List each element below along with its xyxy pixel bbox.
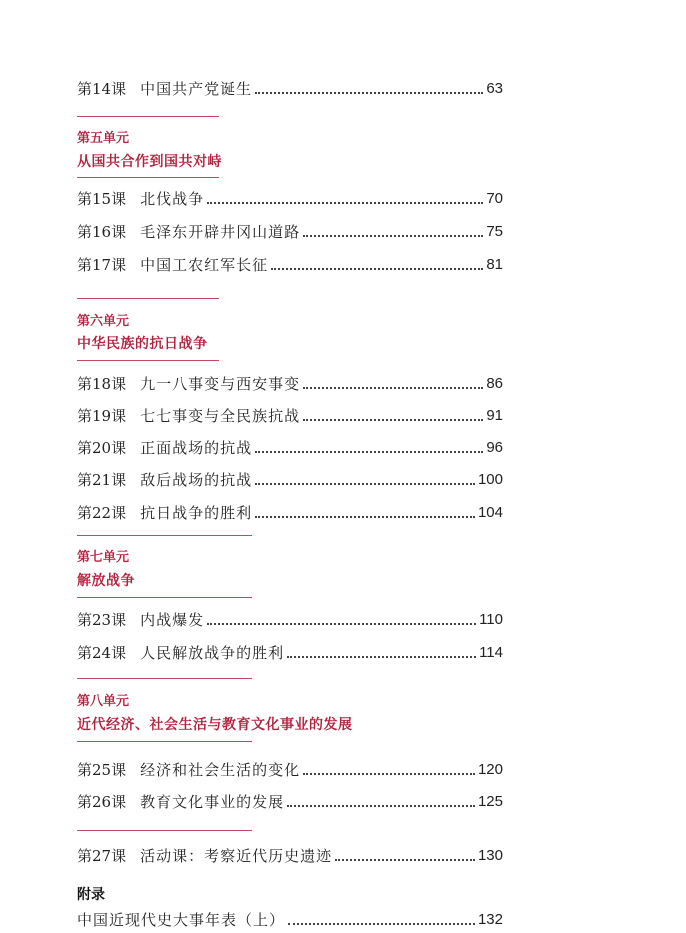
page-number: 132 (477, 910, 503, 928)
toc-entry-lesson-26[interactable] (77, 788, 503, 814)
toc-entry-lesson-25[interactable] (77, 756, 503, 782)
toc-entry-lesson-16[interactable] (77, 218, 503, 244)
toc-entry-lesson-20[interactable] (77, 434, 503, 460)
dot-leader (271, 268, 483, 270)
unit-label: 第七单元 (77, 550, 130, 565)
lesson-number: 第18课 (77, 374, 127, 393)
toc-entry-lesson-22[interactable] (77, 499, 503, 525)
toc-entry-appendix[interactable] (77, 906, 503, 932)
dot-leader (207, 202, 483, 204)
toc-entry-lesson-17[interactable] (77, 251, 503, 277)
lesson-number: 第22课 (77, 503, 127, 522)
unit-divider (77, 741, 252, 742)
lesson-number: 第26课 (77, 792, 127, 811)
lesson-number: 第24课 (77, 643, 127, 662)
toc-entry-lesson-23[interactable] (77, 606, 503, 632)
toc-entry-lesson-15[interactable] (77, 185, 503, 211)
unit-label: 第五单元 (77, 131, 130, 146)
page-number: 75 (486, 222, 503, 240)
lesson-title: 中国工农红军长征 (140, 255, 269, 274)
lesson-number: 第16课 (77, 222, 127, 241)
lesson-number: 第21课 (77, 470, 127, 489)
page-number: 63 (486, 79, 503, 97)
page-number: 130 (477, 846, 503, 864)
unit-divider (77, 360, 219, 361)
lesson-number: 第14课 (77, 79, 127, 98)
unit-divider (77, 177, 219, 178)
page-number: 104 (477, 503, 503, 521)
lesson-number: 第27课 (77, 846, 127, 865)
unit-divider (77, 678, 252, 679)
unit-divider (77, 116, 219, 117)
lesson-title: 抗日战争的胜利 (140, 503, 253, 522)
lesson-title: 经济和社会生活的变化 (140, 760, 301, 779)
dot-leader (255, 483, 475, 485)
unit-divider (77, 597, 252, 598)
lesson-number: 第20课 (77, 438, 127, 457)
lesson-number: 第17课 (77, 255, 127, 274)
dot-leader (255, 516, 475, 518)
page-number: 110 (479, 610, 503, 628)
toc-entry-lesson-21[interactable] (77, 466, 503, 492)
page-number: 86 (486, 374, 503, 392)
toc-entry-lesson-19[interactable] (77, 402, 503, 428)
unit-label: 第八单元 (77, 694, 130, 709)
unit-title: 中华民族的抗日战争 (77, 336, 208, 352)
page-number: 100 (477, 470, 503, 488)
toc-entry-lesson-14[interactable] (77, 75, 503, 101)
dot-leader (303, 387, 483, 389)
dot-leader (255, 451, 483, 453)
lesson-number: 第25课 (77, 760, 127, 779)
unit-divider (77, 298, 219, 299)
unit-divider (77, 830, 252, 831)
dot-leader (288, 923, 475, 925)
page-number: 91 (486, 406, 503, 424)
lesson-title: 敌后战场的抗战 (140, 470, 253, 489)
dot-leader (335, 859, 475, 861)
lesson-number: 第23课 (77, 610, 127, 629)
lesson-title: 毛泽东开辟井冈山道路 (140, 222, 301, 241)
toc-entry-lesson-27[interactable] (77, 842, 503, 868)
unit-title: 解放战争 (77, 573, 135, 589)
dot-leader (303, 419, 483, 421)
dot-leader (287, 656, 476, 658)
page-number: 70 (486, 189, 503, 207)
unit-title: 近代经济、社会生活与教育文化事业的发展 (77, 717, 353, 733)
dot-leader (207, 623, 476, 625)
dot-leader (287, 805, 475, 807)
lesson-title: 内战爆发 (140, 610, 205, 629)
dot-leader (255, 92, 483, 94)
lesson-title: 北伐战争 (140, 189, 205, 208)
lesson-number: 第15课 (77, 189, 127, 208)
page-number: 81 (486, 255, 503, 273)
lesson-title: 七七事变与全民族抗战 (140, 406, 301, 425)
lesson-number: 第19课 (77, 406, 127, 425)
lesson-title: 中国共产党诞生 (140, 79, 253, 98)
appendix-title: 中国近现代史大事年表（上） (77, 910, 286, 929)
unit-divider (77, 535, 252, 536)
page-number: 120 (477, 760, 503, 778)
lesson-title: 正面战场的抗战 (140, 438, 253, 457)
unit-label: 第六单元 (77, 314, 130, 329)
page-number: 96 (486, 438, 503, 456)
lesson-title: 教育文化事业的发展 (140, 792, 285, 811)
page-number: 125 (477, 792, 503, 810)
unit-title: 从国共合作到国共对峙 (77, 154, 222, 170)
appendix-heading: 附录 (77, 887, 105, 903)
lesson-title: 九一八事变与西安事变 (140, 374, 301, 393)
dot-leader (303, 235, 483, 237)
page-number: 114 (479, 643, 503, 661)
lesson-title: 活动课：考察近代历史遗迹 (140, 846, 333, 865)
toc-entry-lesson-24[interactable] (77, 639, 503, 665)
lesson-title: 人民解放战争的胜利 (140, 643, 285, 662)
toc-entry-lesson-18[interactable] (77, 370, 503, 396)
dot-leader (303, 773, 475, 775)
